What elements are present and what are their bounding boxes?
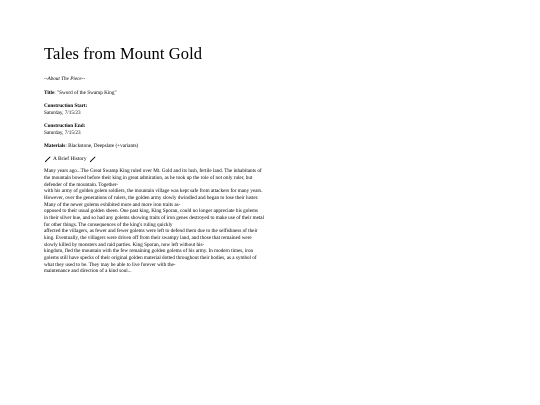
- history-line: However, over the generations of rulers, the golden army slowly dwindled and began to lose their luster.: [44, 195, 259, 202]
- history-line: golems still have specks of their original golden material dotted throughout their bodies, as a symbol of: [44, 254, 257, 261]
- materials-label: Materials: [44, 143, 66, 150]
- construction-end-label: Construction End:: [44, 123, 86, 130]
- page-title: Tales from Mount Gold: [44, 44, 203, 63]
- paintbrush-icon: [44, 156, 51, 163]
- materials-field: [44, 143, 344, 149]
- title-label: Title: [44, 90, 55, 96]
- construction-start-label: Construction Start:: [44, 103, 88, 110]
- history-line: kingdom, fled the mountain with the few remaining golden golems of his army. In modern times, iron: [44, 248, 254, 255]
- paintbrush-icon: [89, 156, 96, 163]
- history-line: for other things. The consequences of the king's ruling quickly: [44, 221, 173, 228]
- history-paragraph: [44, 168, 284, 275]
- history-line: king. Eventually, the villagers were driven off from their swampy land, and those that remained were: [44, 235, 252, 241]
- history-line: affected the villagers, as fewer and fewer golems were left to defend them due to the selfishness of their: [44, 228, 258, 235]
- document-body: [44, 44, 344, 275]
- title-field: [44, 90, 344, 96]
- history-line: defender of the mountain. Together-: [44, 181, 119, 188]
- history-line: maintenance and direction of a kind soul...: [44, 268, 132, 275]
- history-heading: [44, 156, 344, 163]
- title-value: : "Sword of the Swamp King": [54, 90, 117, 96]
- materials-value: : Blackstone, Deepslate (+variants): [65, 143, 139, 150]
- construction-start-field: [44, 103, 344, 116]
- construction-end-value: Saturday, 7/15/23: [44, 129, 81, 136]
- history-line: in their silver hue, and so had any golems showing traits of iron genes destroyed to make use of their metal: [44, 215, 264, 222]
- history-line: Many years ago...The Great Swamp King ruled over Mt. Gold and its lush, fertile land. The inhabitants of: [44, 168, 262, 175]
- history-line: Many of the newer golems exhibited more and more iron traits as-: [44, 201, 181, 208]
- history-line: the mountain bowed before their king in great admiration, as he took up the role of not only ruler, but: [44, 175, 253, 182]
- history-line: with his army of golden golem soldiers, the mountain village was kept safe from attackers for many years.: [44, 188, 263, 195]
- about-subheading: --About The Piece--: [44, 76, 86, 82]
- history-line: what they used to be. They may be able to live forever with the-: [44, 261, 176, 268]
- construction-start-value: Saturday, 7/15/23: [44, 109, 81, 116]
- construction-end-field: [44, 123, 344, 136]
- history-heading-text: A Brief History: [53, 156, 87, 163]
- history-line: slowly killed by monsters and raid parties. King Sporan, now left without his-: [44, 241, 205, 248]
- history-line: opposed to their usual golden sheen. One past king, King Sporan, could no longer appreciate his golems: [44, 208, 259, 215]
